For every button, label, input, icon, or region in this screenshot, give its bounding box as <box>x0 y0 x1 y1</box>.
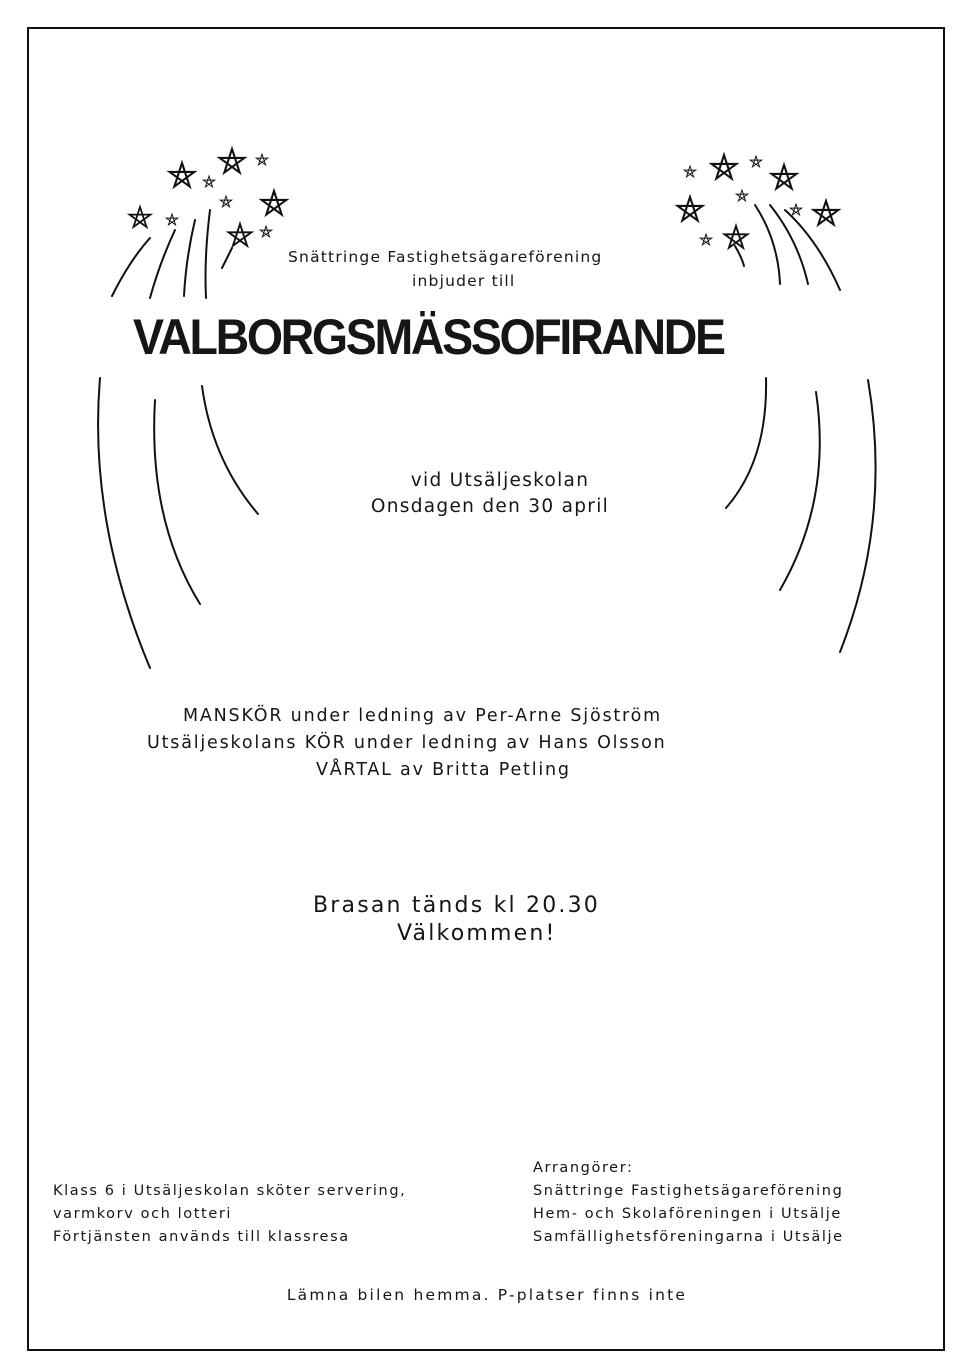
page-title: VALBORGSMÄSSOFIRANDE <box>133 309 724 365</box>
performer-school-choir: Utsäljeskolans KÖR under ledning av Hans Olsson <box>147 733 667 753</box>
star-icon <box>736 190 747 201</box>
bonfire-time: Brasan tänds kl 20.30 <box>313 893 600 918</box>
star-icon <box>130 207 151 227</box>
arranger-item: Hem- och Skolaföreningen i Utsälje <box>533 1206 842 1222</box>
arranger-item: Snättringe Fastighetsägareförening <box>533 1183 844 1199</box>
organizer-name: Snättringe Fastighetsägareförening <box>288 248 603 266</box>
event-date: Onsdagen den 30 april <box>370 496 610 517</box>
invites-line: inbjuder till <box>412 272 516 290</box>
star-icon <box>750 156 761 167</box>
firework-left-lower <box>98 378 258 668</box>
firework-right-lower <box>726 378 876 652</box>
star-icon <box>256 154 267 165</box>
parking-notice: Lämna bilen hemma. P-platser finns inte <box>286 1286 688 1304</box>
class-info-line: varmkorv och lotteri <box>53 1206 233 1222</box>
star-icon <box>229 224 252 246</box>
class-info-line: Klass 6 i Utsäljeskolan sköter servering, <box>53 1183 407 1199</box>
star-icon <box>262 191 287 215</box>
arrangers-heading: Arrangörer: <box>533 1160 634 1176</box>
arranger-item: Samfällighetsföreningarna i Utsälje <box>533 1229 844 1245</box>
star-icon <box>712 155 737 179</box>
star-icon <box>684 166 695 177</box>
firework-left <box>112 149 286 298</box>
star-icon <box>725 226 748 248</box>
star-icon <box>220 196 231 207</box>
star-icon <box>260 226 271 237</box>
star-icon <box>814 201 839 225</box>
class-info-line: Förtjänsten används till klassresa <box>53 1229 350 1245</box>
star-icon <box>678 197 703 221</box>
star-icon <box>790 204 801 215</box>
star-icon <box>170 163 195 187</box>
welcome-text: Välkommen! <box>397 921 557 946</box>
venue-place: vid Utsäljeskolan <box>410 470 590 491</box>
star-icon <box>772 165 797 189</box>
star-icon <box>203 176 214 187</box>
star-icon <box>700 234 711 245</box>
performer-speech: VÅRTAL av Britta Petling <box>316 760 571 780</box>
star-icon <box>166 214 177 225</box>
firework-right <box>678 155 840 290</box>
star-icon <box>220 149 245 173</box>
performer-men-choir: MANSKÖR under ledning av Per-Arne Sjöström <box>183 706 662 726</box>
